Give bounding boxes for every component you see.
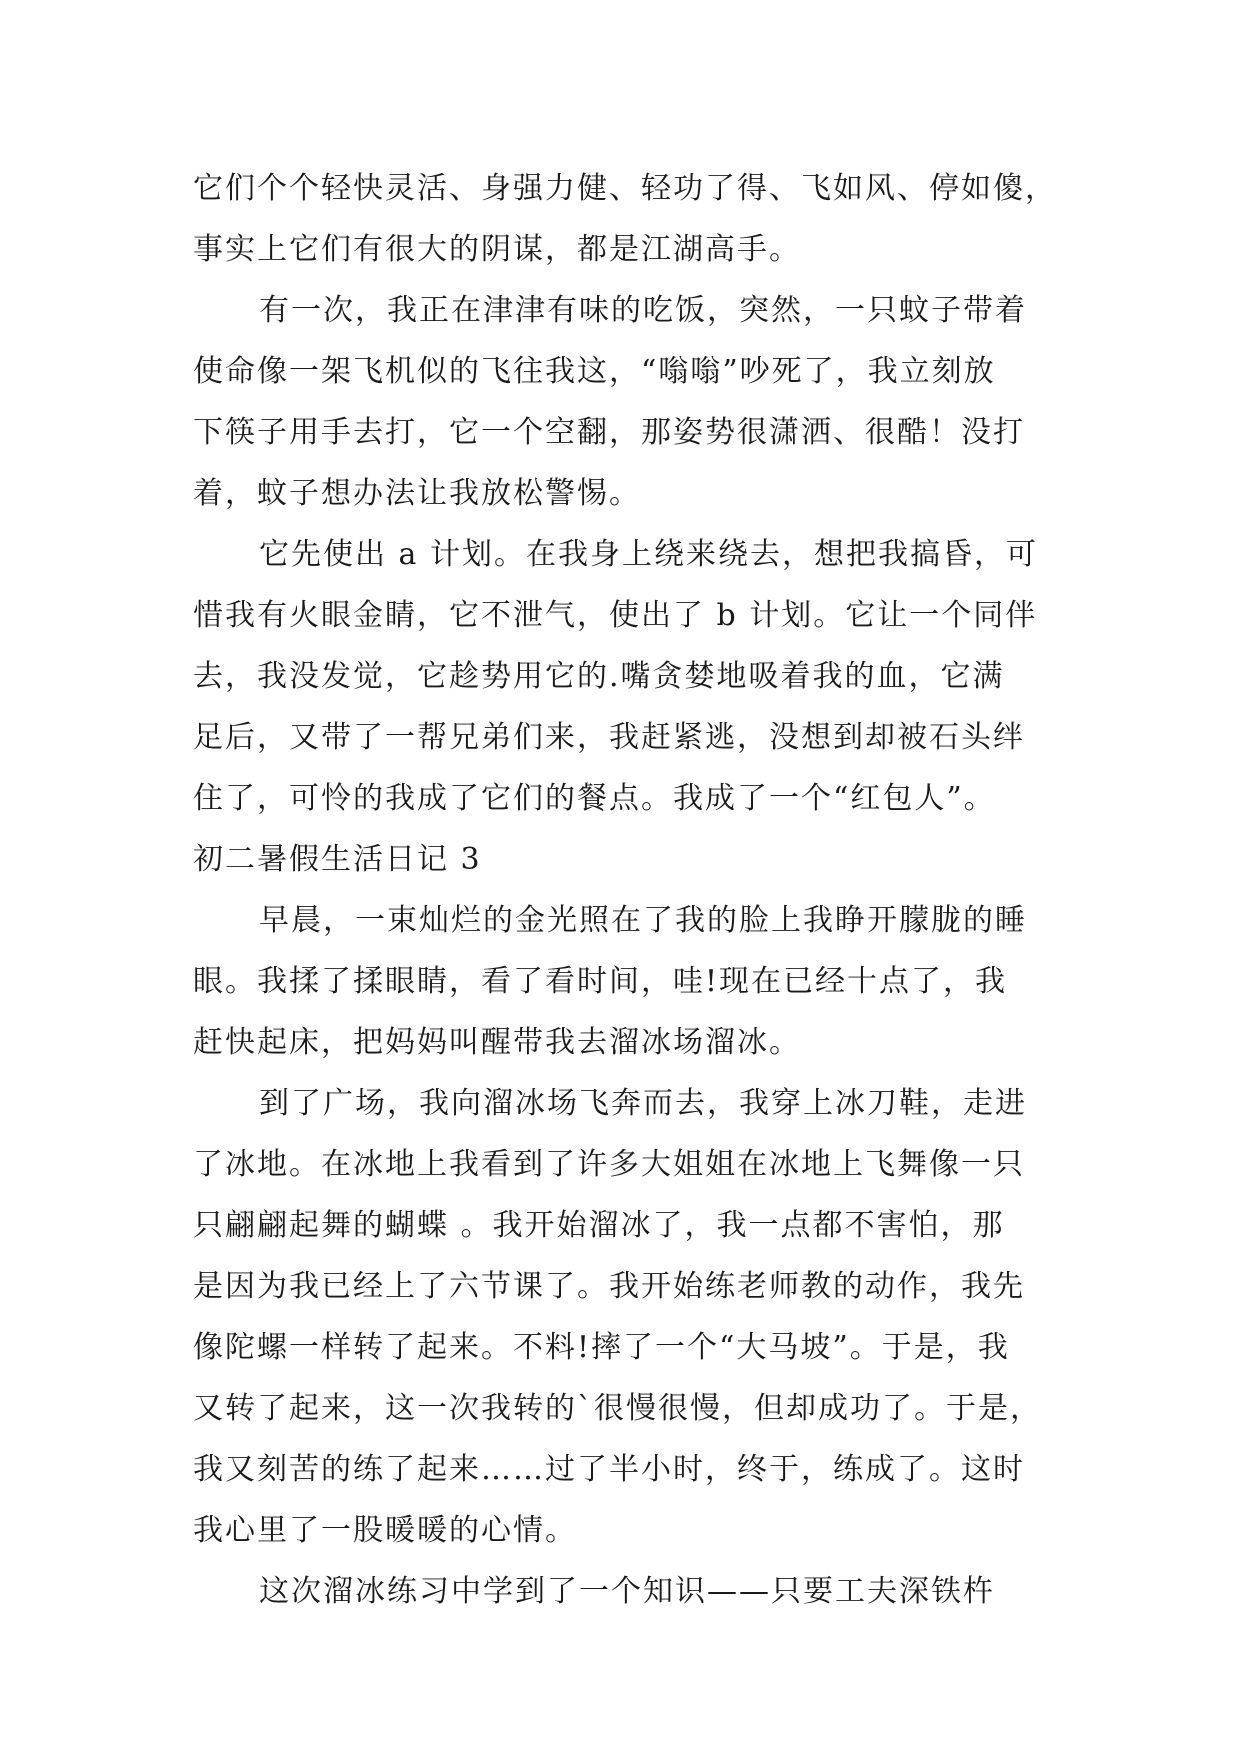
text-line: 只翩翩起舞的蝴蝶 。我开始溜冰了，我一点都不害怕，那	[193, 1208, 1005, 1243]
text-line: 事实上它们有很大的阴谋，都是江湖高手。	[193, 232, 801, 267]
text-line: 去，我没发觉，它趁势用它的.嘴贪婪地吸着我的血，它满	[193, 659, 1005, 694]
text-line: 着，蚊子想办法让我放松警惕。	[193, 476, 641, 511]
paragraph-start-line: 早晨，一束灿烂的金光照在了我的脸上我睁开朦胧的睡	[259, 903, 1027, 938]
paragraph-start-line: 有一次，我正在津津有味的吃饭，突然，一只蚊子带着	[259, 293, 1027, 328]
text-line: 赶快起床，把妈妈叫醒带我去溜冰场溜冰。	[193, 1025, 801, 1060]
text-line: 又转了起来，这一次我转的`很慢很慢，但却成功了。于是，	[193, 1391, 1042, 1426]
text-line: 了冰地。在冰地上我看到了许多大姐姐在冰地上飞舞像一只	[193, 1147, 1025, 1182]
text-line: 是因为我已经上了六节课了。我开始练老师教的动作，我先	[193, 1269, 1025, 1304]
text-line: 我心里了一股暖暖的心情。	[193, 1513, 577, 1548]
text-line: 我又刻苦的练了起来……过了半小时，终于，练成了。这时	[193, 1452, 1025, 1487]
text-line: 下筷子用手去打，它一个空翻，那姿势很潇洒、很酷！没打	[193, 415, 1025, 450]
text-line: 它们个个轻快灵活、身强力健、轻功了得、飞如风、停如傻，	[193, 171, 1057, 206]
paragraph-start-line: 这次溜冰练习中学到了一个知识——只要工夫深铁杵	[259, 1574, 995, 1609]
text-line: 住了，可怜的我成了它们的餐点。我成了一个“红包人”。	[193, 781, 996, 816]
paragraph-start-line: 它先使出 a 计划。在我身上绕来绕去，想把我搞昏，可	[259, 537, 1038, 572]
document-body	[193, 158, 1057, 1622]
paragraph-start-line: 到了广场，我向溜冰场飞奔而去，我穿上冰刀鞋，走进	[259, 1086, 1027, 1121]
text-line: 使命像一架飞机似的飞往我这，“嗡嗡”吵死了，我立刻放	[193, 354, 996, 389]
text-line: 眼。我揉了揉眼睛，看了看时间，哇!现在已经十点了，我	[193, 964, 1008, 999]
text-line: 像陀螺一样转了起来。不料!摔了一个“大马坡”。于是，我	[193, 1330, 1010, 1365]
section-heading: 初二暑假生活日记 3	[193, 842, 482, 877]
text-line: 足后，又带了一帮兄弟们来，我赶紧逃，没想到却被石头绊	[193, 720, 1025, 755]
text-line: 惜我有火眼金睛，它不泄气，使出了 b 计划。它让一个同伴	[193, 598, 1038, 633]
